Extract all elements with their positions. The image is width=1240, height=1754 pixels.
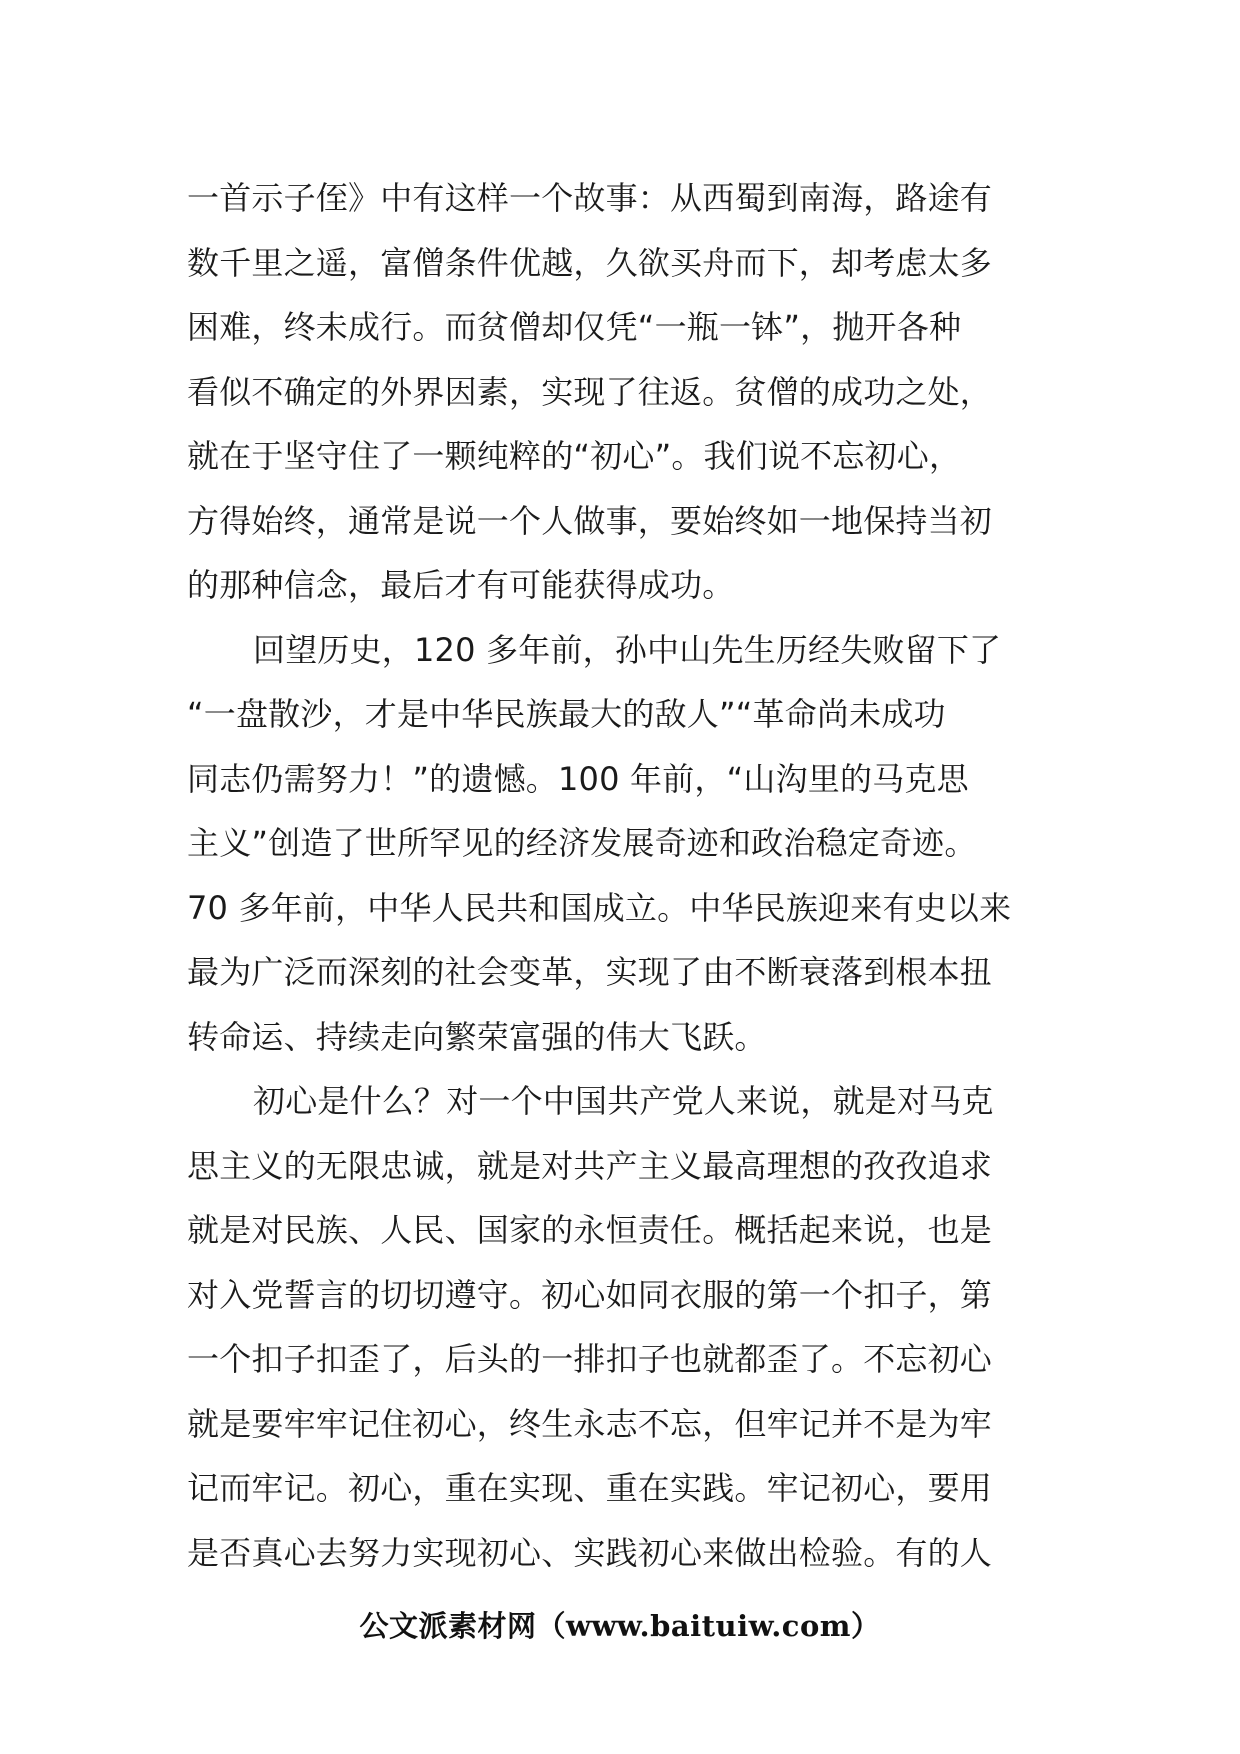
text-line: 就在于坚守住了一颗纯粹的“初心”。我们说不忘初心， (187, 437, 962, 475)
text-line: 一首示子侄》中有这样一个故事：从西蜀到南海，路途有 (187, 179, 993, 217)
paragraph-first-line: 初心是什么？对一个中国共产党人来说，就是对马克 (253, 1082, 994, 1120)
text-line: 主义”创造了世所罕见的经济发展奇迹和政治稳定奇迹。 (187, 824, 977, 862)
body-text (187, 166, 1067, 1585)
text-line: 转命运、持续走向繁荣富强的伟大飞跃。 (187, 1017, 767, 1056)
text-line: 对入党誓言的切切遵守。初心如同衣服的第一个扣子，第 (187, 1275, 993, 1314)
text-line: 一个扣子扣歪了，后头的一排扣子也就都歪了。不忘初心 (187, 1340, 993, 1378)
text-line: 就是对民族、人民、国家的永恒责任。概括起来说，也是 (187, 1211, 993, 1249)
text-line: 是否真心去努力实现初心、实践初心来做出检验。有的人 (187, 1533, 993, 1572)
text-line: 思主义的无限忠诚，就是对共产主义最高理想的孜孜追求 (187, 1146, 993, 1185)
text-line: 就是要牢牢记住初心，终生永志不忘，但牢记并不是为牢 (187, 1404, 993, 1443)
page-footer-watermark: 公文派素材网（www.baituiw.com） (359, 1609, 881, 1643)
text-line: 70 多年前，中华人民共和国成立。中华民族迎来有史以来 (187, 888, 1012, 927)
paragraph-first-line: 回望历史，120 多年前，孙中山先生历经失败留下了 (253, 630, 1002, 669)
text-line: “一盘散沙，才是中华民族最大的敌人”“革命尚未成功 (187, 695, 946, 733)
text-line: 的那种信念，最后才有可能获得成功。 (187, 566, 735, 604)
text-line: 记而牢记。初心，重在实现、重在实践。牢记初心，要用 (187, 1469, 993, 1507)
text-line: 方得始终，通常是说一个人做事，要始终如一地保持当初 (187, 501, 993, 540)
text-line: 同志仍需努力！”的遗憾。100 年前，“山沟里的马克思 (187, 759, 969, 798)
text-line: 看似不确定的外界因素，实现了往返。贫僧的成功之处， (187, 372, 993, 411)
text-line: 最为广泛而深刻的社会变革，实现了由不断衰落到根本扭 (187, 953, 993, 991)
text-line: 困难，终未成行。而贫僧却仅凭“一瓶一钵”，抛开各种 (187, 308, 962, 346)
text-line: 数千里之遥，富僧条件优越，久欲买舟而下，却考虑太多 (187, 243, 993, 282)
